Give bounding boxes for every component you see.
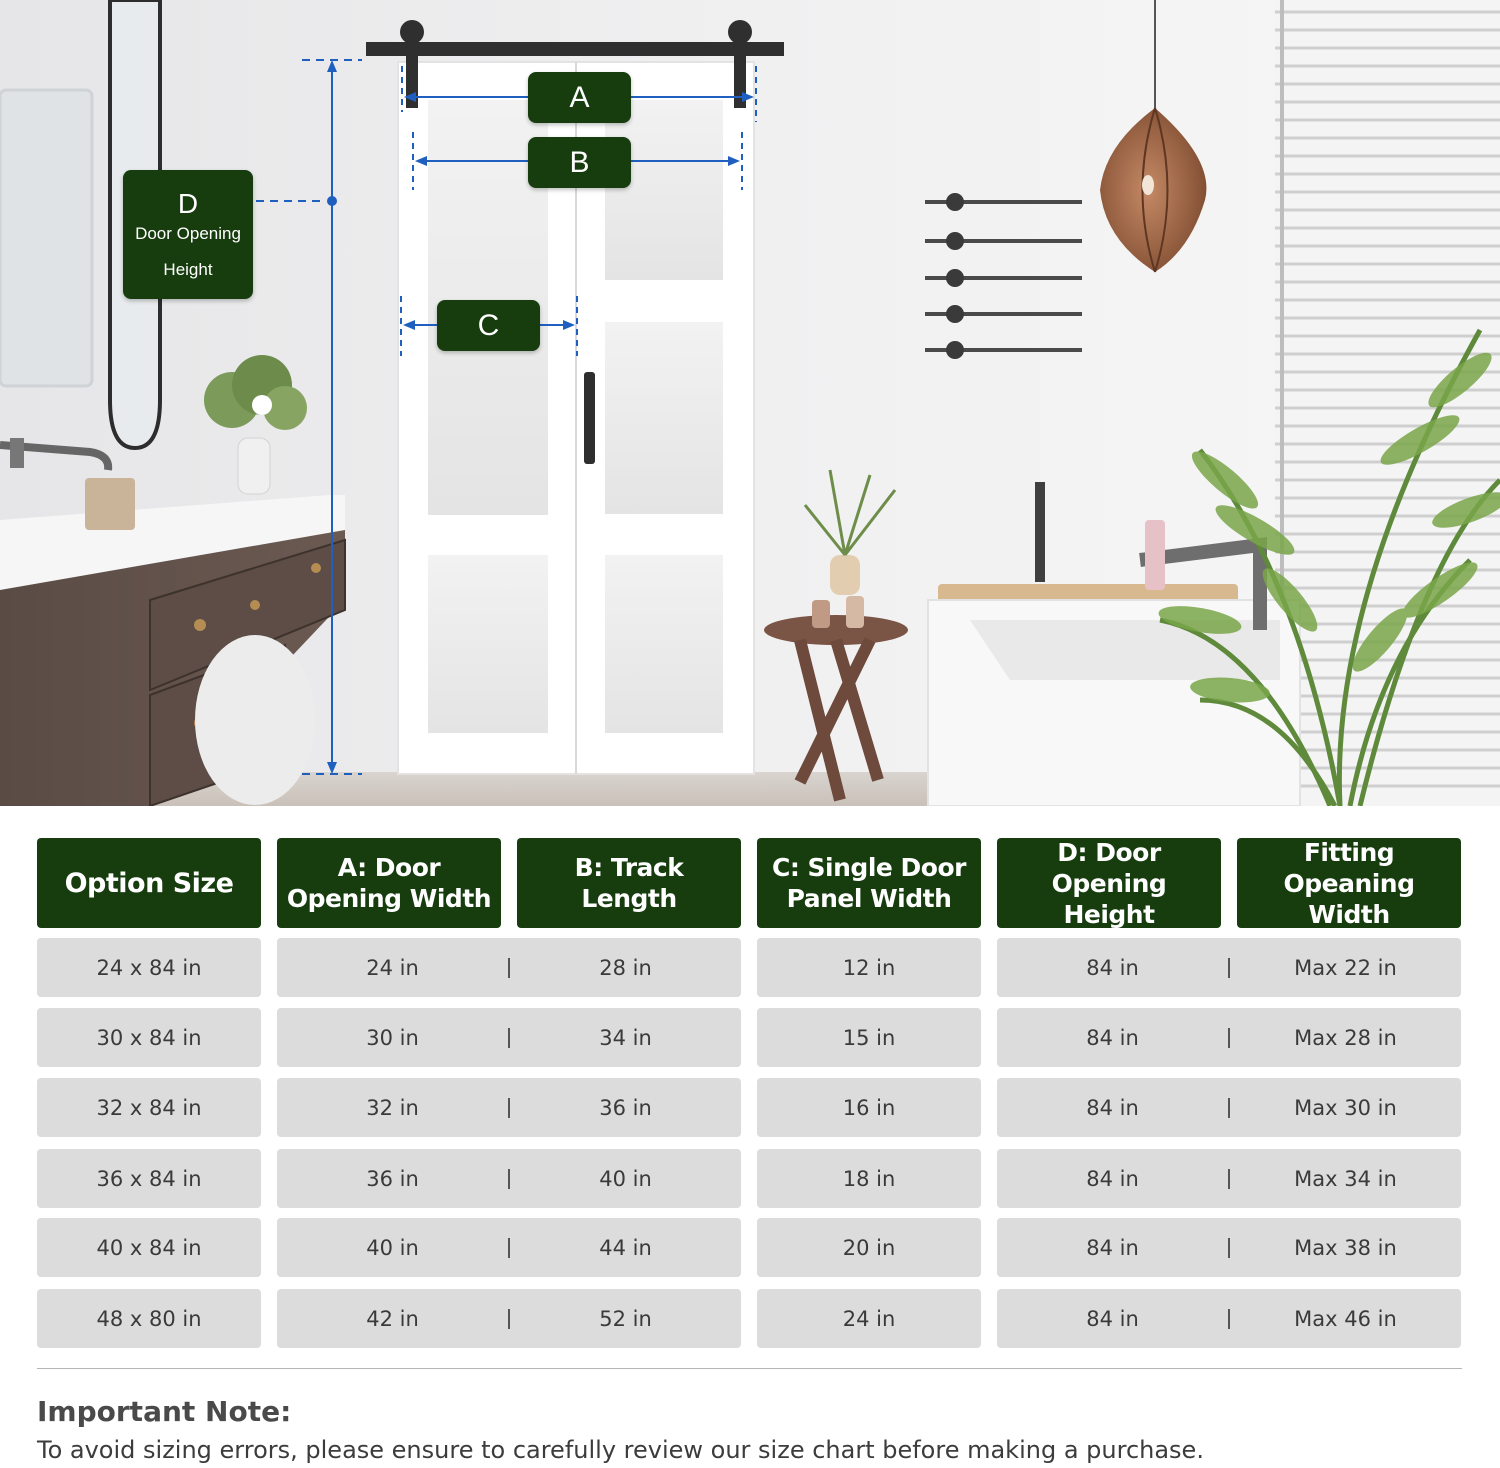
dimension-badge-d <box>123 170 253 299</box>
cell-height-fitting: 84 in Max 46 in <box>997 1289 1461 1348</box>
header-door-opening-height: D: Door Opening Height <box>997 838 1221 928</box>
cell-panel-width: 15 in <box>757 1008 981 1067</box>
cell-width-track: 24 in 28 in <box>277 938 741 997</box>
badge-d-label: D <box>177 187 199 219</box>
header-door-opening-width: A: Door Opening Width <box>277 838 501 928</box>
cell-panel-width: 12 in <box>757 938 981 997</box>
badge-d-caption-line1: Door Opening <box>135 223 241 243</box>
cell-panel-width: 24 in <box>757 1289 981 1348</box>
door-handle <box>584 372 595 464</box>
header-fitting-opening-width: Fitting Opeaning Width <box>1237 838 1461 928</box>
badge-b-label: B <box>569 145 590 179</box>
dimension-badge-a <box>528 72 631 123</box>
header-track-length: B: Track Length <box>517 838 741 928</box>
cell-option-size: 48 x 80 in <box>37 1289 261 1348</box>
cell-height-fitting: 84 in Max 34 in <box>997 1149 1461 1208</box>
cell-height-fitting: 84 in Max 30 in <box>997 1078 1461 1137</box>
badge-a-label: A <box>569 80 590 114</box>
cell-width-track: 40 in 44 in <box>277 1218 741 1277</box>
cell-panel-width: 20 in <box>757 1218 981 1277</box>
note-title: Important Note: <box>37 1395 292 1428</box>
cell-height-fitting: 84 in Max 28 in <box>997 1008 1461 1067</box>
cell-option-size: 36 x 84 in <box>37 1149 261 1208</box>
dimension-badge-c <box>437 300 540 351</box>
wall-mirror <box>0 90 92 386</box>
note-text: To avoid sizing errors, please ensure to carefully review our size chart before making a purchase. <box>37 1436 1204 1464</box>
header-option-size: Option Size <box>37 838 261 928</box>
cell-option-size: 32 x 84 in <box>37 1078 261 1137</box>
cell-panel-width: 16 in <box>757 1078 981 1137</box>
dimension-badge-b <box>528 137 631 188</box>
cell-height-fitting: 84 in Max 22 in <box>997 938 1461 997</box>
badge-c-label: C <box>477 308 500 342</box>
cell-height-fitting: 84 in Max 38 in <box>997 1218 1461 1277</box>
cell-option-size: 24 x 84 in <box>37 938 261 997</box>
header-single-door-panel-width: C: Single Door Panel Width <box>757 838 981 928</box>
cell-width-track: 36 in 40 in <box>277 1149 741 1208</box>
badge-d-caption-line2: Height <box>163 259 213 279</box>
cell-width-track: 30 in 34 in <box>277 1008 741 1067</box>
cell-option-size: 40 x 84 in <box>37 1218 261 1277</box>
cell-width-track: 32 in 36 in <box>277 1078 741 1137</box>
cell-width-track: 42 in 52 in <box>277 1289 741 1348</box>
section-divider <box>37 1368 1462 1369</box>
cell-option-size: 30 x 84 in <box>37 1008 261 1067</box>
diffuser <box>85 478 135 530</box>
cell-panel-width: 18 in <box>757 1149 981 1208</box>
stool <box>195 635 315 805</box>
